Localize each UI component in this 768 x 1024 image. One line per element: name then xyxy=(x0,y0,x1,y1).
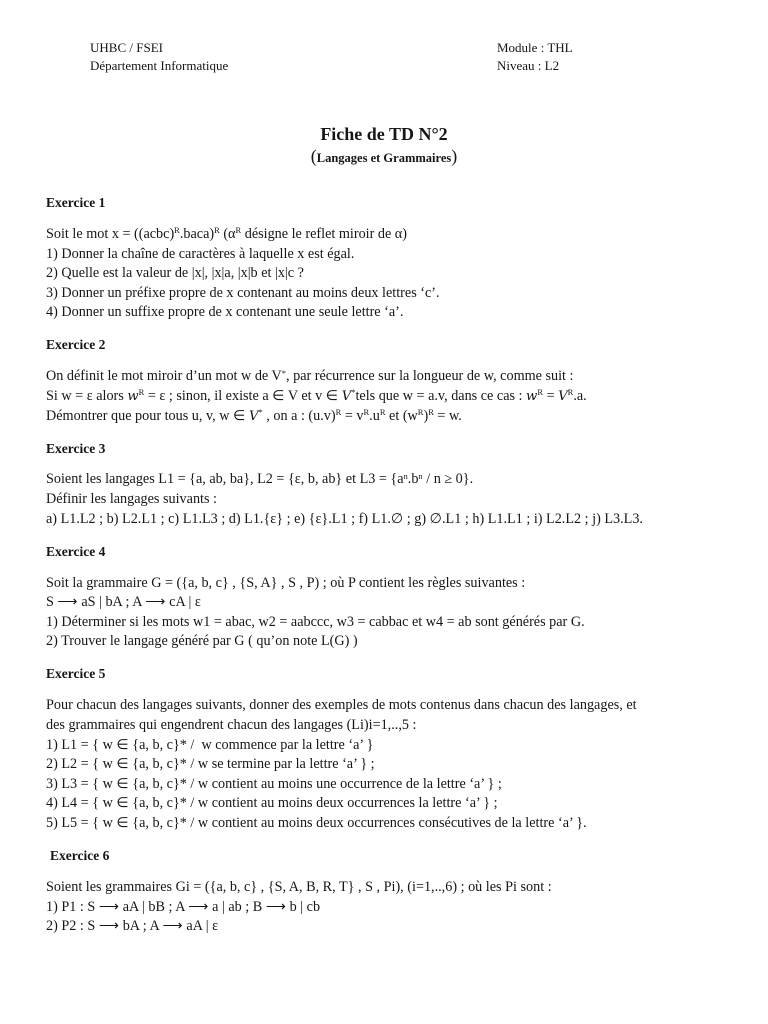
module-label: Module : THL xyxy=(497,40,573,55)
header-left xyxy=(90,39,228,75)
superscript: R xyxy=(335,406,342,417)
superscript: * xyxy=(351,387,356,398)
exercise-3 xyxy=(46,439,746,530)
exercise-line: 1) P1 : S ⟶ aA | bB ; A ⟶ a | ab ; B ⟶ b | cb xyxy=(46,898,321,915)
text-run: = w. xyxy=(433,407,462,424)
math-symbol: w xyxy=(526,388,538,404)
exercise-line xyxy=(46,387,746,407)
text-run: = xyxy=(543,387,559,404)
text-run: Si w = ε alors xyxy=(46,387,128,404)
text-run: .u xyxy=(369,407,380,424)
exercise-line: 4) L4 = { w ∈ {a, b, c}* / w contient au moins deux occurrences la lettre ‘a’ } ; xyxy=(46,795,498,812)
superscript: R xyxy=(363,406,370,417)
superscript: R xyxy=(235,225,242,236)
exercise-line: 1) Déterminer si les mots w1 = abac, w2 = aabccc, w3 = cabbac et w4 = ab sont générés par G. xyxy=(46,613,585,630)
text-run: Soit le mot x = ((acbc) xyxy=(46,225,175,242)
superscript: n xyxy=(418,470,423,481)
exercise-line: 2) Trouver le langage généré par G ( qu’on note L(G) ) xyxy=(46,633,358,650)
exercise-title: Exercice 1 xyxy=(46,195,106,210)
exercise-title: Exercice 2 xyxy=(46,337,106,353)
text-run: .baca) xyxy=(179,225,215,242)
text-run: ) xyxy=(423,407,429,424)
exercise-line: des grammaires qui engendrent chacun des langages (Li)i=1,..,5 : xyxy=(46,716,417,733)
text-run: et (w xyxy=(385,407,418,424)
superscript: R xyxy=(428,406,434,417)
superscript: R xyxy=(417,406,424,417)
math-symbol: V xyxy=(248,408,259,424)
exercise-line: Soient les grammaires Gi = ({a, b, c} , {S, A, B, R, T} , S , Pi), (i=1,..,6) ; où les Pi sont : xyxy=(46,878,552,895)
exercise-5 xyxy=(46,664,746,833)
exercise-line xyxy=(46,470,746,490)
exercise-line: Définir les langages suivants : xyxy=(46,491,217,508)
exercise-line: Pour chacun des langages suivants, donner des exemples de mots contenus dans chacun des langages, et xyxy=(46,697,637,714)
subtitle-open-paren: ( xyxy=(310,146,317,166)
text-run: désigne le reflet miroir de α) xyxy=(241,225,407,242)
exercise-line: 2) Quelle est la valeur de |x|, |x|a, |x|b et |x|c ? xyxy=(46,265,304,282)
text-run: = ε ; sinon, il existe a ∈ V et v ∈ xyxy=(144,387,342,404)
text-run: tels que w = a.v, dans ce cas : xyxy=(355,387,527,404)
exercise-1 xyxy=(46,193,746,323)
exercise-line xyxy=(46,407,746,427)
math-symbol: V xyxy=(341,388,352,404)
exercise-line: 1) L1 = { w ∈ {a, b, c}* / w commence par la lettre ‘a’ } xyxy=(46,736,374,753)
exercise-line: 4) Donner un suffixe propre de x contenant une seule lettre ‘a’. xyxy=(46,304,404,321)
text-run: Soient les langages L1 = {a, ab, ba}, L2 = {ε, b, ab} et L3 = {a xyxy=(46,471,404,488)
text-run: / n ≥ 0}. xyxy=(422,471,474,488)
document-title: Fiche de TD N°2 xyxy=(320,124,448,144)
subtitle-close-paren: ) xyxy=(451,146,458,166)
exercise-line: Soit la grammaire G = ({a, b, c} , {S, A} , S , P) ; où P contient les règles suivantes : xyxy=(46,574,526,591)
superscript: R xyxy=(174,225,180,236)
text-run: On définit le mot miroir d’un mot w de V xyxy=(46,368,282,385)
exercise-title: Exercice 6 xyxy=(50,847,110,863)
text-run: , par récurrence sur la longueur de w, comme suit : xyxy=(286,368,574,385)
superscript: R xyxy=(214,225,220,236)
superscript: n xyxy=(403,470,408,481)
exercise-line: S ⟶ aS | bA ; A ⟶ cA | ε xyxy=(46,594,201,611)
superscript: * xyxy=(258,406,263,417)
superscript: * xyxy=(281,367,287,378)
superscript: R xyxy=(567,387,574,398)
text-run: .a. xyxy=(573,387,587,404)
superscript: R xyxy=(379,406,386,417)
superscript: R xyxy=(138,387,145,398)
institution-label: UHBC / FSEI xyxy=(90,40,163,55)
exercise-line: 3) L3 = { w ∈ {a, b, c}* / w contient au moins une occurrence de la lettre ‘a’ } ; xyxy=(46,775,502,792)
exercise-6 xyxy=(46,846,746,937)
exercise-line xyxy=(46,367,746,387)
header-right xyxy=(497,39,573,75)
exercise-list xyxy=(46,193,746,937)
exercise-line: 5) L5 = { w ∈ {a, b, c}* / w contient au moins deux occurrences consécutives de la lettre ‘a’ }. xyxy=(46,814,587,831)
level-label: Niveau : L2 xyxy=(497,58,560,73)
superscript: R xyxy=(537,387,544,398)
exercise-title: Exercice 5 xyxy=(46,666,106,682)
exercise-line: 1) Donner la chaîne de caractères à laquelle x est égal. xyxy=(46,245,355,262)
exercise-line: a) L1.L2 ; b) L2.L1 ; c) L1.L3 ; d) L1.{ε} ; e) {ε}.L1 ; f) L1.∅ ; g) ∅.L1 ; h) L1.L1 ; i) L2.L2 ; j) L3.L3. xyxy=(46,510,643,527)
exercise-line xyxy=(46,225,746,245)
exercise-2 xyxy=(46,335,746,426)
exercise-4 xyxy=(46,542,746,652)
document-subtitle xyxy=(0,145,768,169)
exercise-line: 2) L2 = { w ∈ {a, b, c}* / w se termine par la lettre ‘a’ } ; xyxy=(46,756,375,773)
math-symbol: w xyxy=(127,388,139,404)
exercise-title: Exercice 4 xyxy=(46,543,106,559)
text-run: , on a : (u.v) xyxy=(262,407,336,424)
text-run: = v xyxy=(341,407,364,424)
text-run: (α xyxy=(219,225,236,242)
exercise-title: Exercice 3 xyxy=(46,440,106,456)
math-symbol: V xyxy=(558,388,568,404)
subtitle-text: Langages et Grammaires xyxy=(316,151,452,165)
exercise-line: 3) Donner un préfixe propre de x contenant au moins deux lettres ‘c’. xyxy=(46,284,440,301)
text-run: Démontrer que pour tous u, v, w ∈ xyxy=(46,407,249,424)
exercise-line: 2) P2 : S ⟶ bA ; A ⟶ aA | ε xyxy=(46,918,219,935)
department-label: Département Informatique xyxy=(90,58,229,73)
text-run: .b xyxy=(407,471,419,488)
